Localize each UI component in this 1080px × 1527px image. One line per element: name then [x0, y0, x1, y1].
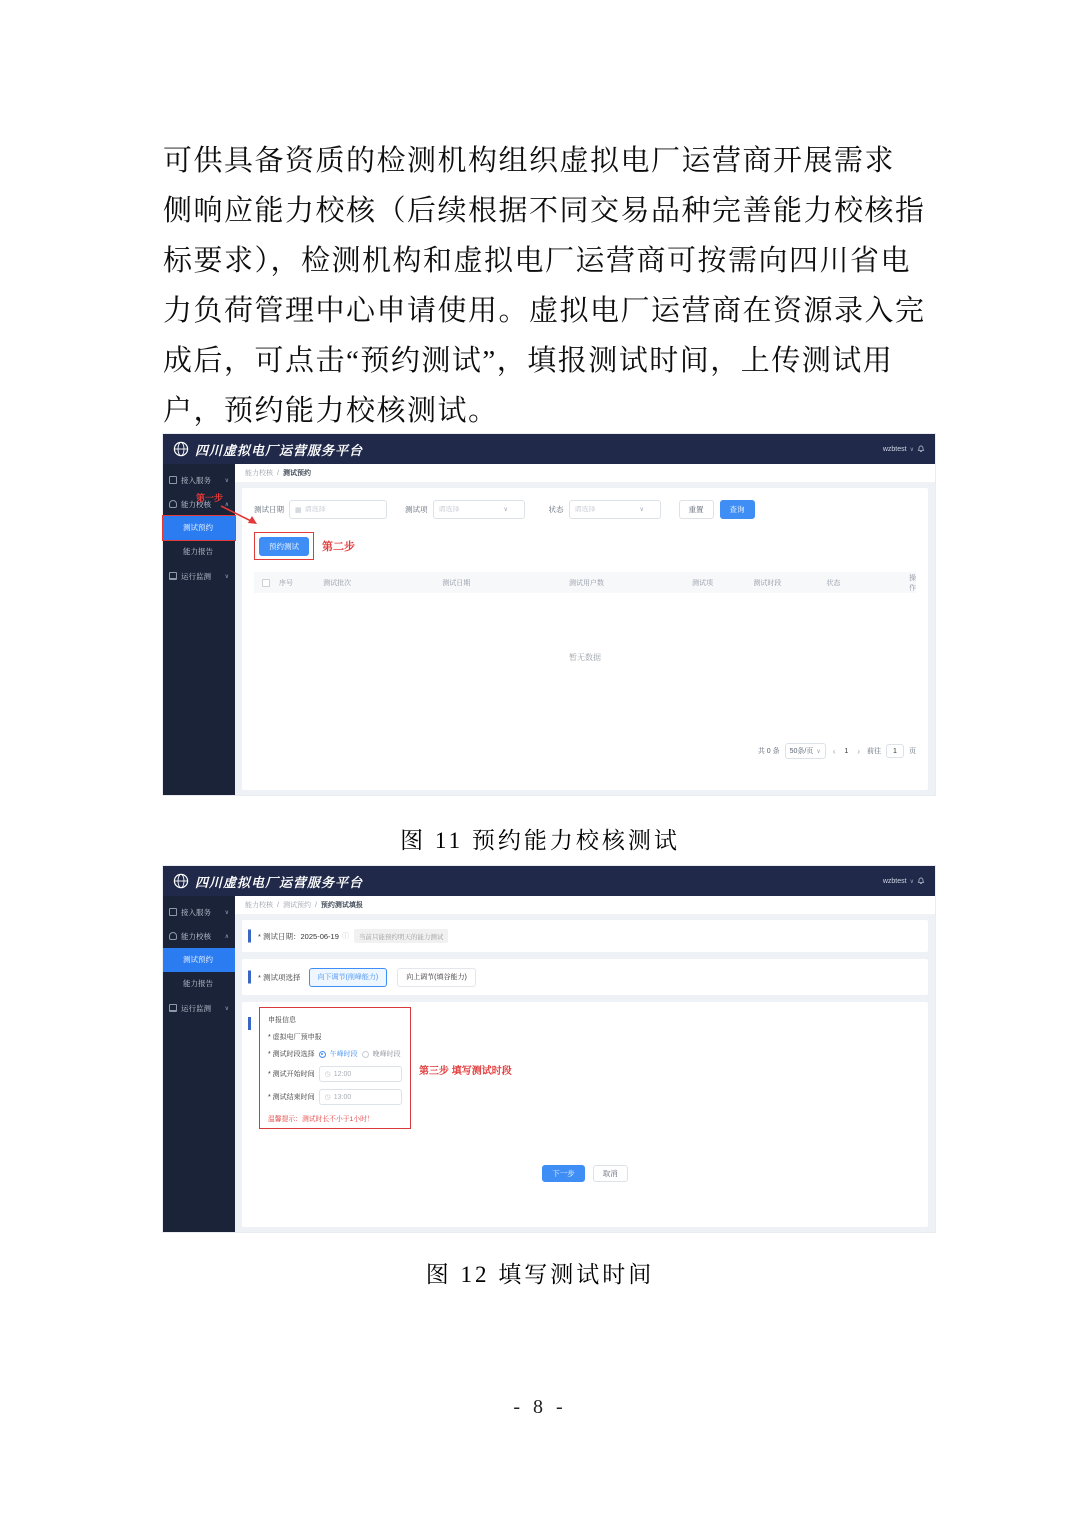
chevron-down-icon: ∨ — [224, 1005, 229, 1012]
info-icon: ⓘ — [341, 933, 349, 940]
table-header-row — [254, 572, 916, 593]
column-header-item: 测试项 — [691, 579, 713, 587]
document-icon — [169, 908, 177, 916]
empty-state: 暂无数据 — [569, 652, 601, 662]
platform-logo-icon — [173, 441, 189, 457]
duration-tip: 温馨提示：测试时长不小于1小时！ — [268, 1116, 374, 1123]
chevron-down-icon: ∨ — [224, 573, 229, 580]
search-button[interactable]: 查询 — [720, 500, 755, 519]
bell-icon[interactable] — [917, 877, 925, 885]
user-check-icon — [169, 500, 177, 508]
next-step-button[interactable]: 下一步 — [542, 1165, 585, 1182]
page-size-select[interactable] — [785, 743, 826, 759]
breadcrumb-item[interactable]: 能力校核 — [245, 470, 273, 477]
sidebar — [163, 896, 235, 1232]
test-date-section — [242, 920, 928, 952]
sidebar-item-capability-report[interactable]: 能力报告 — [183, 979, 213, 988]
breadcrumb — [235, 464, 935, 483]
sidebar-label: 能力校核 — [181, 931, 211, 941]
step2-annotation: 第二步 — [322, 541, 355, 553]
test-date-label: * 测试日期： — [258, 931, 301, 941]
clock-icon: ◷ — [324, 1071, 331, 1078]
breadcrumb-separator: / — [277, 469, 279, 477]
option-down-regulation[interactable]: 向下调节(削峰能力) — [309, 968, 388, 987]
sidebar-item-operation-monitor[interactable] — [163, 564, 235, 588]
sidebar — [163, 464, 235, 795]
sidebar-label: 接入服务 — [181, 475, 211, 485]
status-select[interactable] — [569, 500, 661, 519]
column-header-user-count: 测试用户数 — [569, 579, 605, 587]
chevron-down-icon: ∨ — [224, 477, 229, 484]
pre-declare-label: * 虚拟电厂预申报 — [268, 1034, 322, 1041]
text-line: 力负荷管理中心申请使用。虚拟电厂运营商在资源录入完 — [163, 295, 926, 327]
test-item-select-field[interactable] — [439, 506, 501, 513]
step2-highlight-box — [254, 532, 314, 560]
column-header-date: 测试日期 — [442, 579, 471, 587]
status-filter-label: 状态 — [548, 505, 564, 514]
text-line: 成后，可点击“预约测试”，填报测试时间，上传测试用 — [163, 345, 894, 377]
radio-evening-peak[interactable] — [362, 1051, 369, 1058]
cancel-button[interactable]: 取消 — [593, 1165, 628, 1182]
breadcrumb-item-current: 测试预约 — [282, 470, 311, 477]
user-check-icon — [169, 932, 177, 940]
reserve-test-button[interactable]: 预约测试 — [259, 537, 309, 556]
section-accent-bar — [248, 1017, 251, 1030]
status-select-field[interactable] — [575, 506, 637, 513]
test-date-input-field[interactable] — [305, 506, 367, 513]
reset-button[interactable]: 重置 — [679, 500, 714, 519]
sidebar-item-test-reserve[interactable]: 测试预约 — [163, 948, 235, 972]
section-accent-bar — [248, 971, 251, 984]
sidebar-label: 接入服务 — [181, 907, 211, 917]
option-up-regulation[interactable]: 向上调节(填谷能力) — [397, 968, 476, 987]
goto-page-input[interactable] — [886, 744, 904, 758]
goto-label: 前往 — [867, 748, 881, 755]
breadcrumb-separator: / — [314, 901, 317, 909]
test-date-value: 2025-06-19 — [300, 931, 339, 941]
text-line: 户，预约能力校核测试。 — [163, 395, 499, 427]
platform-logo-icon — [173, 873, 189, 889]
breadcrumb-separator: / — [277, 901, 279, 909]
sidebar-label: 能力校核 — [181, 499, 211, 509]
column-header-batch: 测试批次 — [323, 579, 352, 587]
date-filter-label: 测试日期 — [254, 505, 284, 514]
end-time-value: 13:00 — [333, 1093, 352, 1101]
period-select-label: * 测试时段选择 — [268, 1051, 315, 1058]
column-header-index: 序号 — [278, 579, 293, 587]
page-size-value: 50条/页 — [789, 748, 814, 755]
end-time-field[interactable] — [319, 1089, 402, 1105]
list-card — [242, 488, 928, 790]
page-number: - 8 - — [513, 1396, 567, 1418]
figure12-caption: 图 12 填写测试时间 — [425, 1262, 655, 1287]
column-header-status: 状态 — [826, 579, 841, 587]
radio-noon-label[interactable]: 午峰时段 — [329, 1051, 358, 1058]
test-item-section — [242, 959, 928, 995]
chevron-up-icon: ∧ — [224, 933, 229, 940]
sidebar-item-access-service[interactable] — [163, 900, 235, 924]
sidebar-item-test-reserve[interactable]: 测试预约 — [163, 516, 235, 540]
chevron-up-icon: ∧ — [224, 501, 229, 508]
chevron-down-icon: ∨ — [639, 507, 644, 513]
test-item-label: * 测试项选择 — [258, 972, 301, 982]
platform-title: 四川虚拟电厂运营服务平台 — [195, 874, 364, 890]
start-time-field[interactable] — [319, 1066, 402, 1082]
end-time-label: * 测试结束时间 — [268, 1094, 315, 1101]
text-line: 侧响应能力校核（后续根据不同交易品种完善能力校核指 — [163, 195, 926, 227]
sidebar-label: 运行监测 — [181, 571, 211, 581]
radio-evening-label[interactable]: 晚峰时段 — [372, 1051, 401, 1058]
chevron-down-icon: ∨ — [816, 748, 821, 755]
step1-annotation: 第一步 — [196, 493, 224, 503]
start-time-value: 12:00 — [333, 1070, 352, 1078]
pagination — [254, 743, 916, 759]
chevron-down-icon: ∨ — [909, 878, 914, 885]
declare-info-title: 申报信息 — [268, 1017, 296, 1024]
username[interactable]: wzbtest — [882, 445, 907, 453]
figure11-caption: 图 11 预约能力校核测试 — [400, 828, 680, 853]
sidebar-label: 运行监测 — [181, 1003, 211, 1013]
calendar-icon: ▦ — [295, 506, 302, 514]
column-header-period: 测试时段 — [753, 579, 782, 587]
username[interactable]: wzbtest — [882, 877, 907, 885]
clock-icon: ◷ — [324, 1094, 331, 1101]
app-header — [163, 434, 935, 464]
document-icon — [169, 476, 177, 484]
chevron-down-icon: ∨ — [909, 446, 914, 453]
sidebar-item-access-service[interactable] — [163, 468, 235, 492]
filter-row — [254, 500, 916, 519]
bell-icon[interactable] — [917, 445, 925, 453]
app-header — [163, 866, 935, 896]
column-header-action: 操作 — [909, 574, 916, 592]
chevron-down-icon: ∨ — [224, 909, 229, 916]
chart-icon — [169, 1004, 177, 1012]
chart-icon — [169, 572, 177, 580]
platform-title: 四川虚拟电厂运营服务平台 — [195, 442, 364, 458]
breadcrumb-item-current: 预约测试填报 — [320, 902, 363, 909]
breadcrumb-item[interactable]: 能力校核 — [245, 902, 273, 909]
sidebar-item-operation-monitor[interactable] — [163, 996, 235, 1020]
step3-highlight-box — [259, 1007, 411, 1129]
text-line: 可供具备资质的检测机构组织虚拟电厂运营商开展需求 — [163, 145, 896, 177]
body-text — [163, 136, 945, 436]
page-number-button[interactable]: 1 — [844, 747, 849, 755]
item-filter-label: 测试项 — [405, 505, 428, 514]
test-item-select[interactable] — [433, 500, 525, 519]
breadcrumb — [235, 896, 935, 915]
figure11-screenshot — [163, 434, 935, 795]
next-page-button[interactable]: › — [857, 746, 860, 756]
select-all-checkbox[interactable] — [262, 579, 270, 587]
page-unit-label: 页 — [909, 748, 916, 755]
chevron-down-icon: ∨ — [503, 507, 508, 513]
date-hint-badge: 当前只能预约明天的能力测试 — [354, 929, 449, 943]
section-accent-bar — [248, 930, 251, 943]
total-count: 共 0 条 — [757, 748, 780, 755]
declare-section — [242, 1002, 928, 1227]
breadcrumb-item[interactable]: 测试预约 — [282, 902, 311, 909]
test-date-input[interactable] — [289, 500, 387, 519]
sidebar-item-capability-check[interactable] — [163, 924, 235, 948]
radio-noon-peak[interactable] — [319, 1051, 326, 1058]
step3-annotation: 第三步 填写测试时段 — [419, 1066, 512, 1077]
figure12-screenshot — [163, 866, 935, 1232]
text-line: 标要求），检测机构和虚拟电厂运营商可按需向四川省电 — [163, 245, 912, 277]
prev-page-button[interactable]: ‹ — [832, 746, 836, 756]
start-time-label: * 测试开始时间 — [268, 1071, 315, 1078]
sidebar-item-capability-report[interactable]: 能力报告 — [183, 547, 213, 556]
